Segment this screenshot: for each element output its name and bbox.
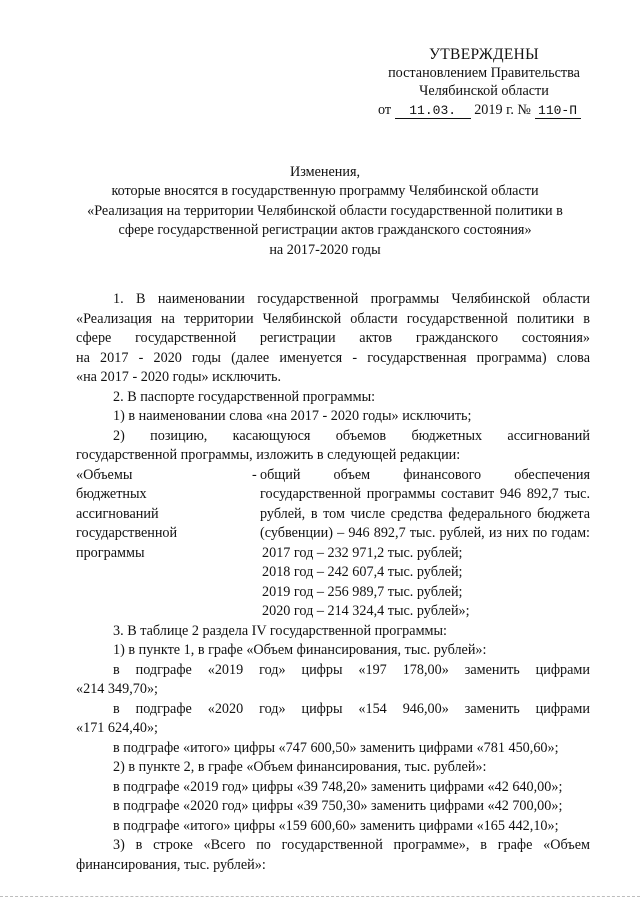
passport-label-line: программы <box>76 544 145 561</box>
passport-value <box>260 466 590 622</box>
passport-dash: - <box>252 466 257 483</box>
paragraph-12: в подграфе «2020 год» цифры «39 750,30» заменить цифрами «42 700,00»; <box>113 798 563 814</box>
paragraph-1-line-1: 1. В наименовании государственной программы Челябинской области <box>113 291 590 307</box>
passport-value-line: рублей, в том числе средства федерального бюджета <box>260 505 590 522</box>
paragraph-14-line-2: финансирования, тыс. рублей»: <box>76 856 266 873</box>
passport-value-line: (субвенции) – 946 892,7 тыс. рублей, из них по годам: <box>260 525 590 541</box>
passport-label-line: «Объемы <box>76 466 133 483</box>
approval-date-line <box>378 101 590 119</box>
approval-line-2: Челябинской области <box>419 83 549 99</box>
heading-line-4: сфере государственной регистрации актов гражданского состояния» <box>118 222 532 239</box>
page-bottom-rule <box>0 896 640 897</box>
paragraph-7-line-2: «214 349,70»; <box>76 681 158 697</box>
year-text: 2019 г. № <box>474 102 531 118</box>
paragraph-6: 1) в пункте 1, в графе «Объем финансирования, тыс. рублей»: <box>113 642 487 658</box>
heading-line-2: которые вносятся в государственную программу Челябинской области <box>111 183 539 200</box>
paragraph-1-line-3: сфере государственной регистрации актов гражданского состояния» <box>76 330 590 346</box>
passport-label-line: государственной <box>76 525 178 541</box>
date-prefix: от <box>378 102 392 118</box>
approval-line-1: постановлением Правительства <box>388 65 580 81</box>
paragraph-5: 3. В таблице 2 раздела IV государственной программы: <box>113 622 448 639</box>
paragraph-1-line-4: на 2017 - 2020 годы (далее именуется - государственная программа) слова <box>76 349 590 366</box>
passport-label-line: ассигнований <box>76 505 159 522</box>
passport-label <box>76 466 252 622</box>
paragraph-11: в подграфе «2019 год» цифры «39 748,20» заменить цифрами «42 640,00»; <box>113 778 563 795</box>
passport-year-line: 2020 год – 214 324,4 тыс. рублей»; <box>262 603 470 619</box>
passport-block <box>76 466 590 622</box>
document-body <box>76 290 590 875</box>
paragraph-8-line-2: «171 624,40»; <box>76 720 158 736</box>
approval-block <box>378 46 590 119</box>
paragraph-1-line-2: «Реализация на территории Челябинской области государственной политики в <box>76 310 590 327</box>
paragraph-1-line-5: «на 2017 - 2020 годы» исключить. <box>76 369 282 385</box>
date-value: 11.03. <box>395 103 471 119</box>
passport-year-line: 2017 год – 232 971,2 тыс. рублей; <box>262 544 463 561</box>
passport-value-line: государственной программы составит 946 892,7 тыс. <box>260 486 590 502</box>
heading-line-1: Изменения, <box>289 164 361 180</box>
paragraph-4-line-1: 2) позицию, касающуюся объемов бюджетных ассигнований <box>113 427 590 444</box>
decree-number: 110-П <box>535 103 581 119</box>
passport-label-line: бюджетных <box>76 486 147 502</box>
heading-line-3: «Реализация на территории Челябинской области государственной политики в <box>87 202 563 219</box>
paragraph-4-line-2: государственной программы, изложить в следующей редакции: <box>76 447 461 463</box>
paragraph-3: 1) в наименовании слова «на 2017 - 2020 годы» исключить; <box>113 408 472 424</box>
paragraph-2: 2. В паспорте государственной программы: <box>113 388 376 405</box>
paragraph-7-line-1: в подграфе «2019 год» цифры «197 178,00» заменить цифрами <box>113 661 590 678</box>
paragraph-14-line-1: 3) в строке «Всего по государственной программе», в графе «Объем <box>113 837 590 853</box>
passport-value-line: общий объем финансового обеспечения <box>260 466 590 483</box>
heading-line-5: на 2017-2020 годы <box>269 241 381 258</box>
paragraph-8-line-1: в подграфе «2020 год» цифры «154 946,00» заменить цифрами <box>113 700 590 717</box>
paragraph-10: 2) в пункте 2, в графе «Объем финансирования, тыс. рублей»: <box>113 759 487 775</box>
passport-year-line: 2019 год – 256 989,7 тыс. рублей; <box>262 583 463 600</box>
paragraph-13: в подграфе «итого» цифры «159 600,60» заменить цифрами «165 442,10»; <box>113 817 559 834</box>
passport-year-line: 2018 год – 242 607,4 тыс. рублей; <box>262 564 463 580</box>
approval-title: УТВЕРЖДЕНЫ <box>429 46 539 63</box>
paragraph-9: в подграфе «итого» цифры «747 600,50» заменить цифрами «781 450,60»; <box>113 739 559 756</box>
document-heading <box>60 163 590 260</box>
